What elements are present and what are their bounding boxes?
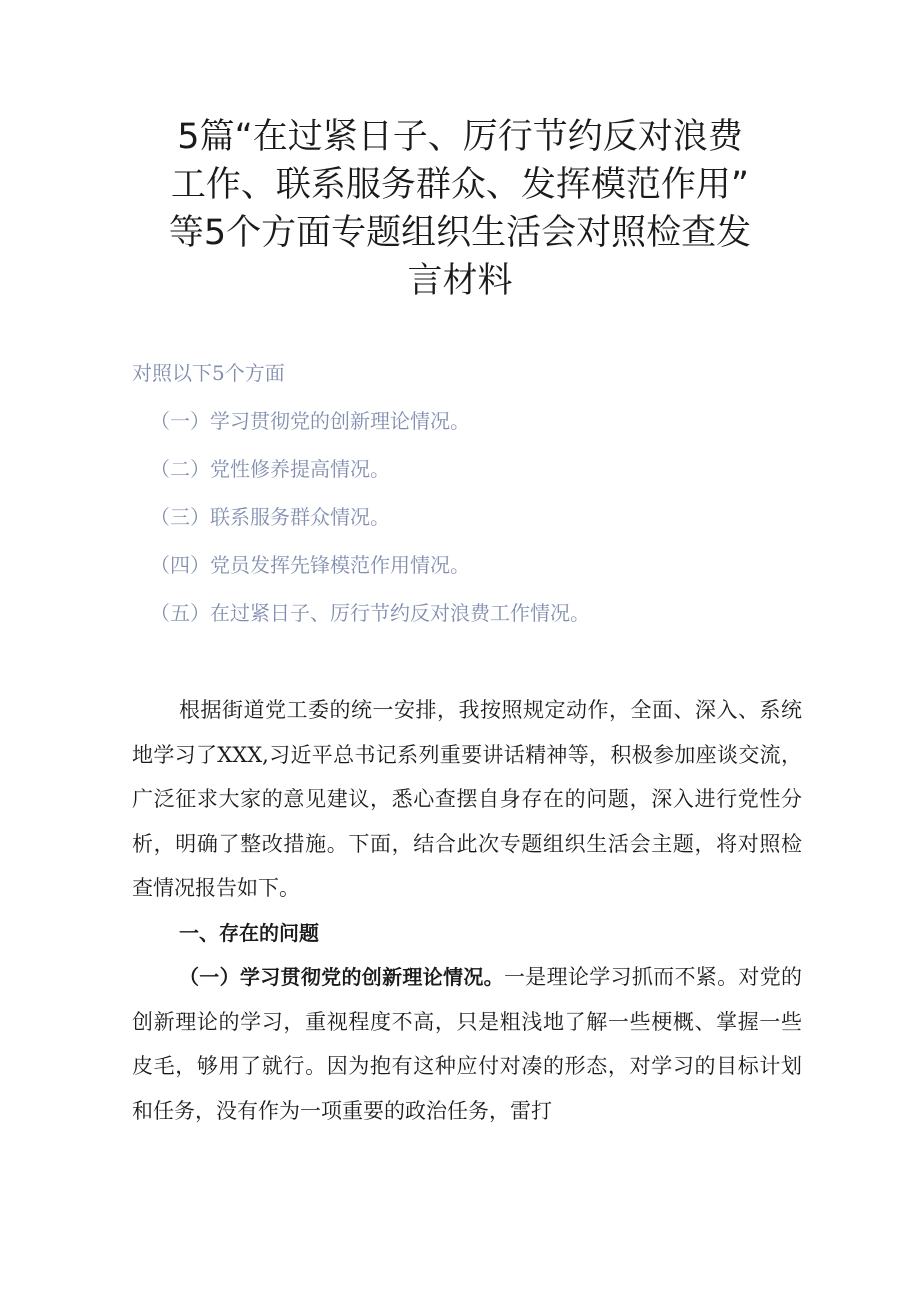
aspect-item-4: （四）党员发挥先锋模范作用情况。 — [150, 553, 470, 577]
section-heading: 一、存在的问题 — [179, 920, 319, 945]
section-paragraph-lead: （一）学习贯彻党的创新理论情况。 — [179, 965, 504, 989]
title-line-1: 5篇“在过紧日子、厉行节约反对浪费 — [177, 117, 743, 157]
title-line-4: 言材料 — [407, 261, 513, 301]
aspect-item-5: （五）在过紧日子、厉行节约反对浪费工作情况。 — [150, 601, 590, 625]
title-line-3: 等5个方面专题组织生活会对照检查发 — [168, 213, 752, 253]
aspects-list — [132, 356, 832, 644]
aspect-item-3: （三）联系服务群众情况。 — [150, 505, 390, 529]
aspects-intro: 对照以下5个方面 — [132, 361, 285, 385]
aspect-item-1: （一）学习贯彻党的创新理论情况。 — [150, 409, 470, 433]
aspect-item-2: （二）党性修养提高情况。 — [150, 457, 390, 481]
intro-paragraph: 根据街道党工委的统一安排，我按照规定动作，全面、深入、系统地学习了XXX,习近平总书记系列重要讲话精神等，积极参加座谈交流，广泛征求大家的意见建议，悉心查摆自身存在的问题，深入进行党性分析，明确了整改措施。下面，结合此次专题组织生活会主题，将对照检查情况报告如下。 — [132, 698, 802, 900]
section-paragraph-text: 一是理论学习抓而不紧。对党的创新理论的学习，重视程度不高，只是粗浅地了解一些梗概、掌握一些皮毛，够用了就行。因为抱有这种应付对凑的形态，对学习的目标计划和任务，没有作为一项重要的政治任务，雷打 — [132, 965, 803, 1123]
document-title — [150, 113, 770, 305]
document-body — [132, 688, 802, 1133]
title-line-2: 工作、联系服务群众、发挥模范作用” — [170, 165, 750, 205]
section-paragraph — [132, 955, 802, 1133]
